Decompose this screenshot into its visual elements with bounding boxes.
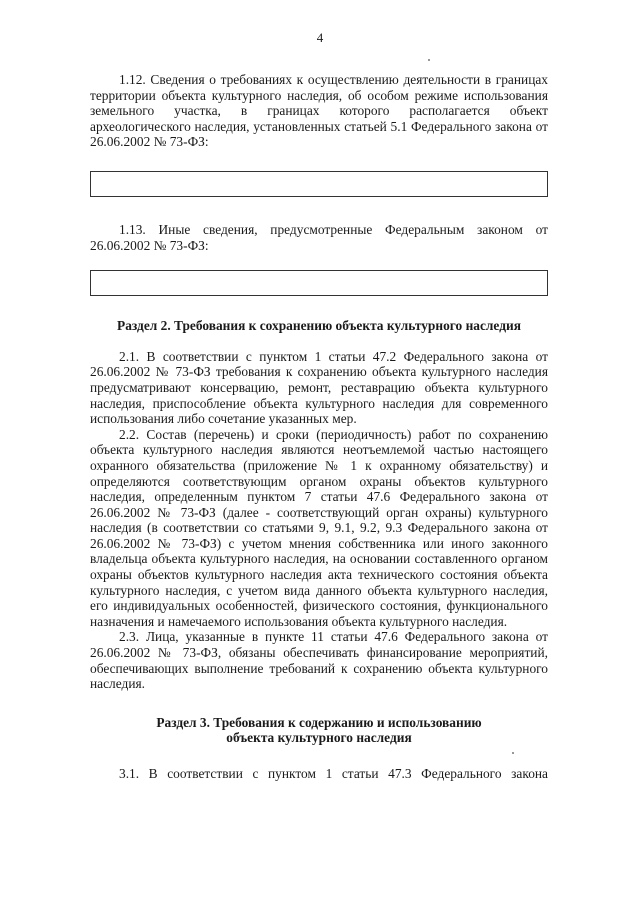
paragraph-2-3: 2.3. Лица, указанные в пункте 11 статьи 47.6 Федерального закона от 26.06.2002 № 73-ФЗ, обязаны обеспечивать финансирование мероприятий, обеспечивающих выполнение требований к сохранению объекта культурного наследия. xyxy=(90,629,548,692)
page-number: 4 xyxy=(316,30,324,45)
section-2-title: Раздел 2. Требования к сохранению объекта культурного наследия xyxy=(117,318,521,334)
paragraph-1-12: 1.12. Сведения о требованиях к осуществлению деятельности в границах территории объекта культурного наследия, об особом режиме использования земельного участка, в границах которого располагается объект археологического наследия, установленных статьей 5.1 Федерального закона от 26.06.2002 № 73-ФЗ: xyxy=(90,72,548,150)
scan-speck xyxy=(428,59,430,61)
input-box-1-13 xyxy=(90,270,548,296)
paragraph-3-1: 3.1. В соответствии с пунктом 1 статьи 47.3 Федерального закона xyxy=(119,766,548,781)
section-3-title-line-1: Раздел 3. Требования к содержанию и использованию xyxy=(156,714,482,730)
paragraph-2-1: 2.1. В соответствии с пунктом 1 статьи 47.2 Федерального закона от 26.06.2002 № 73-ФЗ требования к сохранению объекта культурного наследия предусматривают консервацию, ремонт, реставрацию объекта культурного наследия, приспособление объекта культурного наследия для современного использования либо сочетание указанных мер. xyxy=(90,348,548,427)
paragraph-2-2: 2.2. Состав (перечень) и сроки (периодичность) работ по сохранению объекта культурного наследия являются неотъемлемой частью настоящего охранного обязательства (приложение № 1 к охранному обязательству) и определяются соответствующим органом охраны объектов культурного наследия, определенным пунктом 7 статьи 47.6 Федерального закона от 26.06.2002 № 73-ФЗ (далее - соответствующий орган охраны) культурного наследия (в соответствии со статьями 9, 9.1, 9.2, 9.3 Федерального закона от 26.06.2002 № 73-ФЗ) с учетом мнения собственника или иного законного владельца объекта культурного наследия, на основании составленного органом охраны объектов культурного наследия акта технического состояния объекта культурного наследия, с учетом вида данного объекта культурного наследия, его индивидуальных особенностей, физического состояния, функционального назначения и намечаемого использования объекта культурного наследия. xyxy=(90,426,548,629)
scan-speck xyxy=(512,752,514,754)
document-body xyxy=(90,72,548,782)
paragraph-1-13: 1.13. Иные сведения, предусмотренные Федеральным законом от 26.06.2002 № 73-ФЗ: xyxy=(90,221,548,253)
section-3-title-line-2: объекта культурного наследия xyxy=(226,730,412,746)
input-box-1-12 xyxy=(90,171,548,197)
